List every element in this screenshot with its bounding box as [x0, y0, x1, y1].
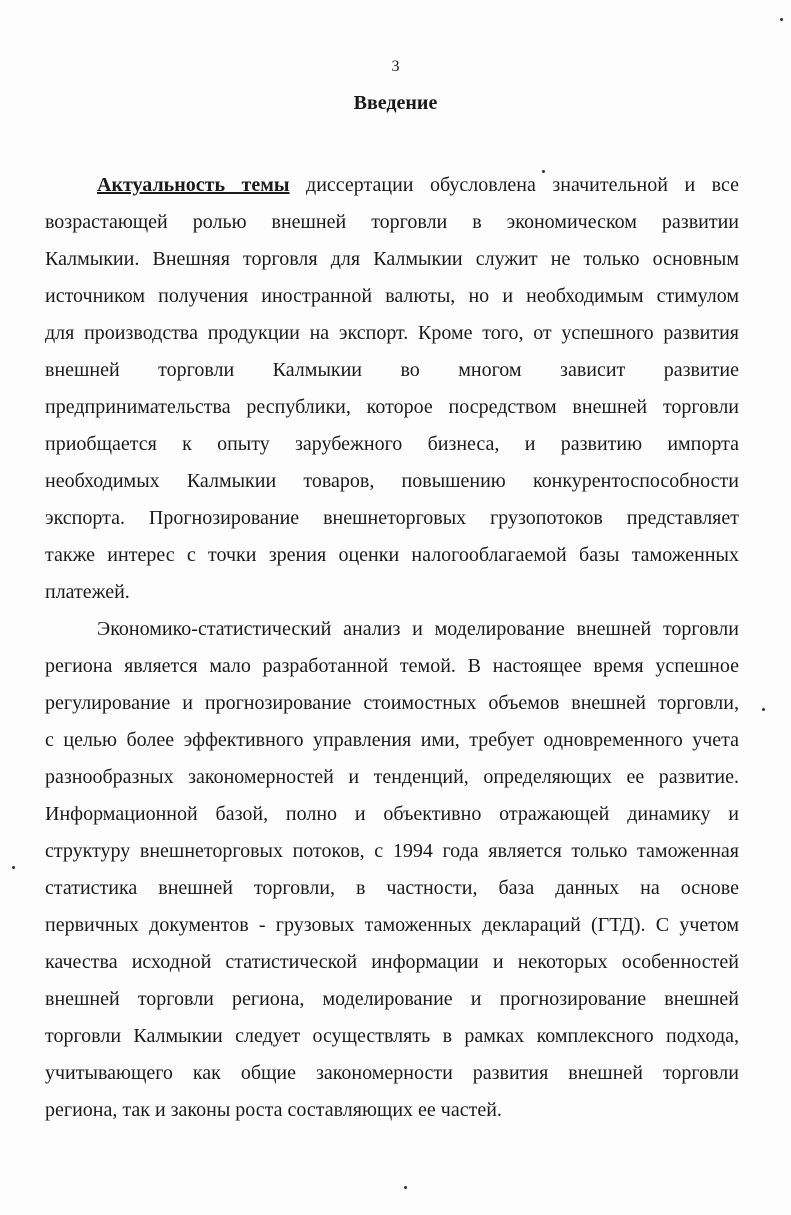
- paragraph-line: для производства продукции на экспорт. Кроме того, от успешного развития: [45, 322, 739, 344]
- paragraph-line: Экономико-статистический анализ и моделирование внешней торговли: [97, 618, 739, 640]
- page-number: 3: [391, 58, 400, 75]
- paragraph-line: необходимых Калмыкии товаров, повышению конкурентоспособности: [45, 470, 739, 492]
- paragraph-line: также интерес с точки зрения оценки налогооблагаемой базы таможенных: [45, 544, 739, 566]
- paragraph-line: Калмыкии. Внешняя торговля для Калмыкии служит не только основным: [45, 248, 739, 270]
- paragraph-line: качества исходной статистической информации и некоторых особенностей: [45, 951, 739, 973]
- paragraph-line: платежей.: [45, 581, 130, 603]
- paragraph-line: предпринимательства республики, которое посредством внешней торговли: [45, 396, 739, 418]
- scan-speck: [542, 170, 545, 173]
- paragraph-line: учитывающего как общие закономерности развития внешней торговли: [45, 1062, 739, 1084]
- paragraph-line: внешней торговли региона, моделирование и прогнозирование внешней: [45, 988, 739, 1010]
- paragraph-line: первичных документов - грузовых таможенных деклараций (ГТД). С учетом: [45, 914, 739, 936]
- paragraph-line: с целью более эффективного управления ими, требует одновременного учета: [45, 729, 739, 751]
- paragraph-line: регулирование и прогнозирование стоимостных объемов внешней торговли,: [45, 692, 739, 714]
- scan-speck: [404, 1186, 407, 1189]
- paragraph-line: источником получения иностранной валюты, но и необходимым стимулом: [45, 285, 739, 307]
- paragraph-line: структуру внешнеторговых потоков, с 1994 года является только таможенная: [45, 840, 739, 862]
- paragraph-line: экспорта. Прогнозирование внешнеторговых грузопотоков представляет: [45, 507, 739, 529]
- paragraph-line: разнообразных закономерностей и тенденций, определяющих ее развитие.: [45, 766, 739, 788]
- paragraph-line: статистика внешней торговли, в частности, база данных на основе: [45, 877, 739, 899]
- paragraph-line: региона, так и законы роста составляющих ее частей.: [45, 1099, 502, 1121]
- scan-speck: [780, 18, 783, 21]
- section-heading: Введение: [353, 92, 438, 114]
- paragraph-line: [97, 171, 739, 199]
- keyword-highlight: Актуальность темы: [97, 174, 290, 196]
- line-text: диссертации обусловлена значительной и все: [306, 174, 740, 196]
- scan-speck: [762, 708, 765, 711]
- scan-speck: [12, 866, 15, 869]
- paragraph-line: Информационной базой, полно и объективно отражающей динамику и: [45, 803, 739, 825]
- paragraph-line: региона является мало разработанной темой. В настоящее время успешное: [45, 655, 739, 677]
- paragraph-line: возрастающей ролью внешней торговли в экономическом развитии: [45, 211, 739, 233]
- paragraph-line: приобщается к опыту зарубежного бизнеса, и развитию импорта: [45, 433, 739, 455]
- paragraph-line: торговли Калмыкии следует осуществлять в рамках комплексного подхода,: [45, 1025, 739, 1047]
- paragraph-line: внешней торговли Калмыкии во многом зависит развитие: [45, 359, 739, 381]
